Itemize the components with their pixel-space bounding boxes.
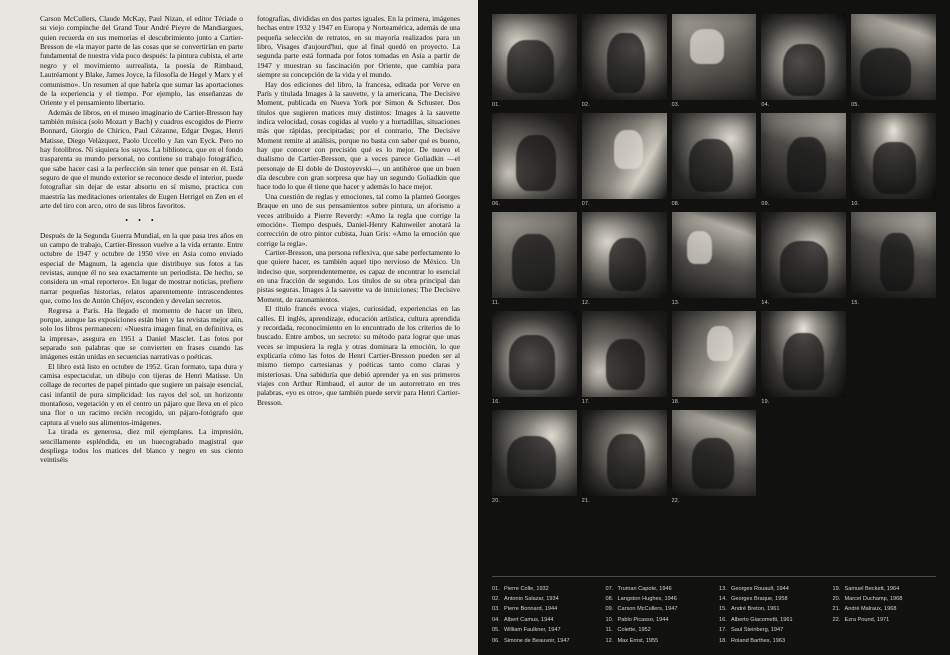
- paragraph: La tirada es generosa, diez mil ejemplares. La impresión, sencillamente espléndida, en un huecograbado magistral que despliega todos los matices del blanco y negro en sus ciento veintiséis: [40, 427, 243, 465]
- plate-number: 19.: [761, 399, 770, 405]
- index-entry: [606, 605, 710, 613]
- plate-number: 10.: [851, 201, 860, 207]
- index-entry: [719, 637, 823, 645]
- index-label: Pierre Bonnard, 1944: [504, 606, 558, 613]
- plate-cell: [761, 212, 846, 306]
- plate-image: [761, 311, 846, 397]
- index-label: Georges Rouault, 1944: [731, 585, 789, 592]
- index-number: 14.: [719, 596, 727, 603]
- index-number: 20.: [832, 596, 841, 603]
- plate-number: 04.: [761, 102, 770, 108]
- plate-number: 21.: [581, 498, 590, 504]
- index-entry: [492, 626, 596, 634]
- plate-cell: [582, 113, 667, 207]
- index-number: 07.: [605, 585, 614, 592]
- index-entry: [719, 595, 823, 603]
- index-entry: [606, 626, 710, 634]
- index-number: 02.: [492, 596, 500, 603]
- index-entry: [606, 616, 710, 624]
- index-number: 12.: [605, 637, 614, 644]
- plate-cell: [672, 113, 757, 207]
- index-label: Alberto Giacometti, 1961: [731, 616, 793, 623]
- plate-image: [761, 14, 846, 100]
- index-number: 05.: [492, 627, 500, 634]
- index-number: 01.: [492, 585, 500, 592]
- index-number: 03.: [492, 606, 500, 613]
- plate-number: 11.: [492, 300, 500, 306]
- index-entry: [492, 637, 596, 645]
- column-two: [257, 14, 460, 641]
- index-entry: [833, 637, 937, 645]
- index-number: 22.: [832, 616, 841, 623]
- plate-cell: [672, 212, 757, 306]
- index-label: Antonio Salazar, 1934: [504, 596, 559, 603]
- index-number: 16.: [719, 616, 727, 623]
- plate-image: [492, 311, 577, 397]
- paragraph: Carson McCullers, Claude McKay, Paul Nizan, el editor Tériade o su viejo compinche del Grand Tour André Pieyre de Mandiargues, quien recuerda en sus memorias el descubrimiento junto a Cartier-Bresson de «la mayor parte de las cosas que se convertirían en parte fundamental de nuestra vida poco después: la pintura cubista, el arte negro y el movimiento surrealista, la poesía de Rimbaud, Lautréamont y Blake, James Joyce, la filosofía de Hegel y Marx y el comunismo». Un resumen al que habría que sumar las aportaciones de la experiencia y el tiempo. Por ejemplo, las enseñanzas de Oriente y el pensamiento libertario.: [40, 14, 243, 108]
- index-entry: [833, 616, 937, 624]
- index-number: 17.: [719, 627, 727, 634]
- plate-number: 17.: [581, 399, 590, 405]
- index-number: 11.: [605, 627, 613, 634]
- plate-number: 13.: [671, 300, 680, 306]
- plate-cell: [761, 311, 846, 405]
- index-label: Truman Capote, 1946: [617, 585, 672, 592]
- paragraph: Hay dos ediciones del libro, la francesa, editada por Verve en París y titulada Images à la sauvette, y la americana, The Decisive Moment, publicada en Nueva York por Simon & Schuster. Dos títulos que sugieren matices muy distintos: Images à la sauvette indica velocidad, cosas cogidas al vuelo y a hurtadillas, situaciones más que rápidas, precipitadas; por el contrario, The Decisive Moment remite al análisis, porque no basta con saber qué es bueno, hay que conocer con precisión qué es lo mejor. De nuevo el dualismo de Cartier-Bresson, que a veces parece Goliadkin —el personaje de El doble de Dostoyevski—, un antihéroe que un buen día descubre con gran sorpresa que hay un segundo Goliadkin que hace todo lo que él tiene que hacer y además lo hace mejor.: [257, 79, 460, 192]
- plate-number: 07.: [581, 201, 590, 207]
- plate-number: 20.: [492, 498, 501, 504]
- index-label: Albert Camus, 1944: [504, 616, 554, 623]
- plate-cell: [582, 14, 667, 108]
- plate-image: [582, 311, 667, 397]
- paragraph: Además de libros, en el museo imaginario de Cartier-Bresson hay también música (solo Mozart y Bach) y cuadros escogidos de Pierre Bonnard, Giorgio de Chirico, Paul Cézanne, Edgar Degas, Henri Matisse, Diego Velázquez, Paolo Uccello y Jan van Eyck. Pero no hay fotolibros. Ni siquiera los suyos. La biblioteca, que en el fondo trasparenta su mundo personal, no contiene su trabajo fotográfico, que sabe hacer casi a la perfección sin tener que pensar en él. Está seguro de que el mundo exterior se reconoce desde el interior, puede fotografiar sin dejar de estar absorto en sí mismo, practica con maestría las meditaciones orientales de Eugen Herrigel en Zen en el arte del tiro con arco, otro de sus libros favoritos.: [40, 107, 243, 211]
- index-entry: [606, 595, 710, 603]
- plate-number: 18.: [671, 399, 680, 405]
- right-page: [478, 0, 950, 655]
- paragraph: Una cuestión de reglas y emociones, tal como la planteó Georges Braque en uno de sus pensamientos sobre pintura, un aforismo a veces atribuido a Pierre Reverdy: «Amo la regla que corrige la emoción». Tiempo después, Daniel-Henry Kahnweiler anotará la corrección de otro pintor cubista, Juan Gris: «Amo la emoción que corrige la regla».: [257, 191, 460, 248]
- paragraph: Regresa a París. Ha llegado el momento de hacer un libro, porque, aunque las exposiciones están bien y las revistas mejor aún, solo los libros permanecen: «Nuestra imagen final, en definitiva, es la impresa», asegura en 1951 a Daniel Masclet. Las fotos por separado son palabras que se convierten en frases cuando las imágenes están unidas en secuencias narrativas o poéticas.: [40, 305, 243, 362]
- plate-cell: [582, 311, 667, 405]
- index-label: Saul Steinberg, 1947: [731, 627, 784, 634]
- plate-cell: [851, 14, 936, 108]
- index-label: Georges Braque, 1958: [731, 596, 788, 603]
- plate-cell: [582, 410, 667, 504]
- plate-image: [492, 113, 577, 199]
- plate-image: [672, 311, 757, 397]
- plate-number: 06.: [492, 201, 501, 207]
- plate-cell: [492, 410, 577, 504]
- plate-image: [582, 212, 667, 298]
- plate-number: 05.: [851, 102, 860, 108]
- paragraph: El libro está listo en octubre de 1952. Gran formato, tapa dura y camisa espectacular, un dibujo con tijeras de Henri Matisse. Un collage de recortes de papel pintado que sugiere un paisaje esencial, casi infantil de pura simplicidad: los rayos del sol, un horizonte montañoso, vegetación y en el centro un pájaro que lleva en el pico una flor o un racimo recién recogido, un pájaro-fotógrafo que captura al vuelo sus alimentos-imágenes.: [40, 361, 243, 427]
- index-entry: [833, 585, 937, 593]
- index-number: 09.: [605, 606, 614, 613]
- index-number: 15.: [719, 606, 727, 613]
- plate-cell: [761, 410, 846, 504]
- index-number: 08.: [605, 596, 614, 603]
- index-entry: [719, 605, 823, 613]
- index-label: Langston Hughes, 1946: [617, 596, 677, 603]
- plate-image: [851, 14, 936, 100]
- plate-image: [761, 212, 846, 298]
- index-label: Colette, 1952: [617, 627, 651, 634]
- plate-cell: [851, 113, 936, 207]
- section-separator: • • •: [125, 215, 158, 225]
- plate-image: [851, 113, 936, 199]
- index-entry: [833, 626, 937, 634]
- plate-cell: [761, 14, 846, 108]
- index-label: Ezra Pound, 1971: [844, 616, 890, 623]
- plate-image: [672, 113, 757, 199]
- index-label: André Malraux, 1968: [844, 606, 897, 613]
- plate-number: 12.: [581, 300, 590, 306]
- plate-image: [761, 113, 846, 199]
- plate-image: [672, 410, 757, 496]
- index-label: Max Ernst, 1955: [617, 637, 659, 644]
- paragraph: Cartier-Bresson, una persona reflexiva, que sabe perfectamente lo que quiere hacer, es también aquel tipo nervioso de México. Un indeciso que, sorprendentemente, es capaz de encontrar lo esencial en una fracción de segundo. Los títulos de su obra principal dan pistas seguras. Images à la sauvette va de intuiciones; The Decisive Moment, de razonamientos.: [257, 247, 460, 304]
- index-label: Roland Barthes, 1963: [731, 637, 786, 644]
- plate-cell: [492, 212, 577, 306]
- plate-cell: [492, 113, 577, 207]
- plate-index: [492, 585, 936, 645]
- index-label: Samuel Beckett, 1964: [844, 585, 900, 592]
- plate-image: [672, 212, 757, 298]
- index-entry: [719, 626, 823, 634]
- index-entry: [719, 585, 823, 593]
- index-label: Pierre Colle, 1932: [504, 585, 549, 592]
- index-label: William Faulkner, 1947: [504, 627, 561, 634]
- plate-cell: [582, 212, 667, 306]
- plate-number: 03.: [671, 102, 680, 108]
- index-number: 13.: [719, 585, 727, 592]
- index-entry: [719, 616, 823, 624]
- plate-cell: [672, 410, 757, 504]
- paragraph: El título francés evoca viajes, curiosidad, experiencias en las calles. El inglés, aprendizaje, educación artística, cultura aprendida y recordada, reconocimiento en lo encontrado de los criterios de lo buscado. Entre ambos, un secreto: su método para lograr que unas veces se impusiera la regla y otras dominara la emoción, lo que explicaría cómo las fotos de Henri Cartier-Bresson pueden ser al mismo tiempo cartesianas y poéticas tanto como claras y misteriosas. Una sabiduría que debió aprender ya en sus primeros viajes con Arthur Rimbaud, el autor de un autorretrato en tres palabras, «yo es otro», que también puede servir para Henri Cartier-Bresson.: [257, 304, 460, 407]
- plate-grid: [492, 14, 936, 504]
- plate-cell: [851, 212, 936, 306]
- index-label: Pablo Picasso, 1944: [617, 616, 669, 623]
- index-entry: [492, 616, 596, 624]
- index-label: Simone de Beauvoir, 1947: [504, 637, 570, 644]
- plate-number: 08.: [671, 201, 680, 207]
- plate-image: [582, 113, 667, 199]
- plate-image: [582, 410, 667, 496]
- index-number: 21.: [832, 606, 841, 613]
- plate-image: [492, 410, 577, 496]
- plate-cell: [492, 14, 577, 108]
- plate-cell: [761, 113, 846, 207]
- index-number: 06.: [492, 637, 500, 644]
- index-entry: [492, 585, 596, 593]
- index-entry: [492, 605, 596, 613]
- index-label: André Breton, 1961: [731, 606, 780, 613]
- plate-image: [582, 14, 667, 100]
- index-number: 18.: [719, 637, 727, 644]
- index-entry: [606, 637, 710, 645]
- plate-number: 14.: [761, 300, 770, 306]
- plate-cell: [672, 14, 757, 108]
- index-number: 19.: [832, 585, 841, 592]
- index-entry: [833, 595, 937, 603]
- plate-number: 02.: [581, 102, 590, 108]
- paragraph: Después de la Segunda Guerra Mundial, en la que pasa tres años en un campo de trabajo, Cartier-Bresson vuelve a la vida errante. Entre octubre de 1947 y octubre de 1950 vive en Asia como enviado especial de Magnum, la agencia que distribuye sus fotos a las revistas, aunque él no sea exactamente un periodista. De hecho, se considera un «mal reportero». En lugar de mostrar noticias, prefiere narrar pequeñas historias, relatos aparentemente intrascendentes que, como los de Antón Chéjov, esconden y develan secretos.: [40, 230, 243, 306]
- plate-cell: [851, 311, 936, 405]
- index-entry: [833, 605, 937, 613]
- text-columns: [40, 14, 462, 641]
- column-one: [40, 14, 243, 641]
- plate-image: [851, 212, 936, 298]
- plate-number: 15.: [851, 300, 860, 306]
- plate-cell: [492, 311, 577, 405]
- plate-cell: [672, 311, 757, 405]
- plate-image: [672, 14, 757, 100]
- index-label: Marcel Duchamp, 1968: [844, 596, 903, 603]
- plate-image: [492, 14, 577, 100]
- plate-number: 16.: [492, 399, 501, 405]
- index-entry: [606, 585, 710, 593]
- plate-cell: [851, 410, 936, 504]
- index-number: 10.: [605, 616, 614, 623]
- index-divider: [492, 576, 936, 577]
- plate-number: 01.: [492, 102, 501, 108]
- index-entry: [492, 595, 596, 603]
- index-number: 04.: [492, 616, 500, 623]
- paragraph: fotografías, divididas en dos partes iguales. En la primera, imágenes hechas entre 1932 y 1947 en Europa y Norteamérica, además de una pequeña selección de retratos, en su mayoría realizados para un libro, Visages d'aujourd'hui, que al final quedó en proyecto. La segunda parte está formada por fotos tomadas en Asia a partir de 1947 y muestran su fascinación por Oriente, que cambia para siempre su concepción de la vida y el mundo.: [257, 14, 460, 80]
- index-label: Carson McCullers, 1947: [617, 606, 678, 613]
- plate-image: [492, 212, 577, 298]
- plate-number: 09.: [761, 201, 770, 207]
- plate-number: 22.: [671, 498, 680, 504]
